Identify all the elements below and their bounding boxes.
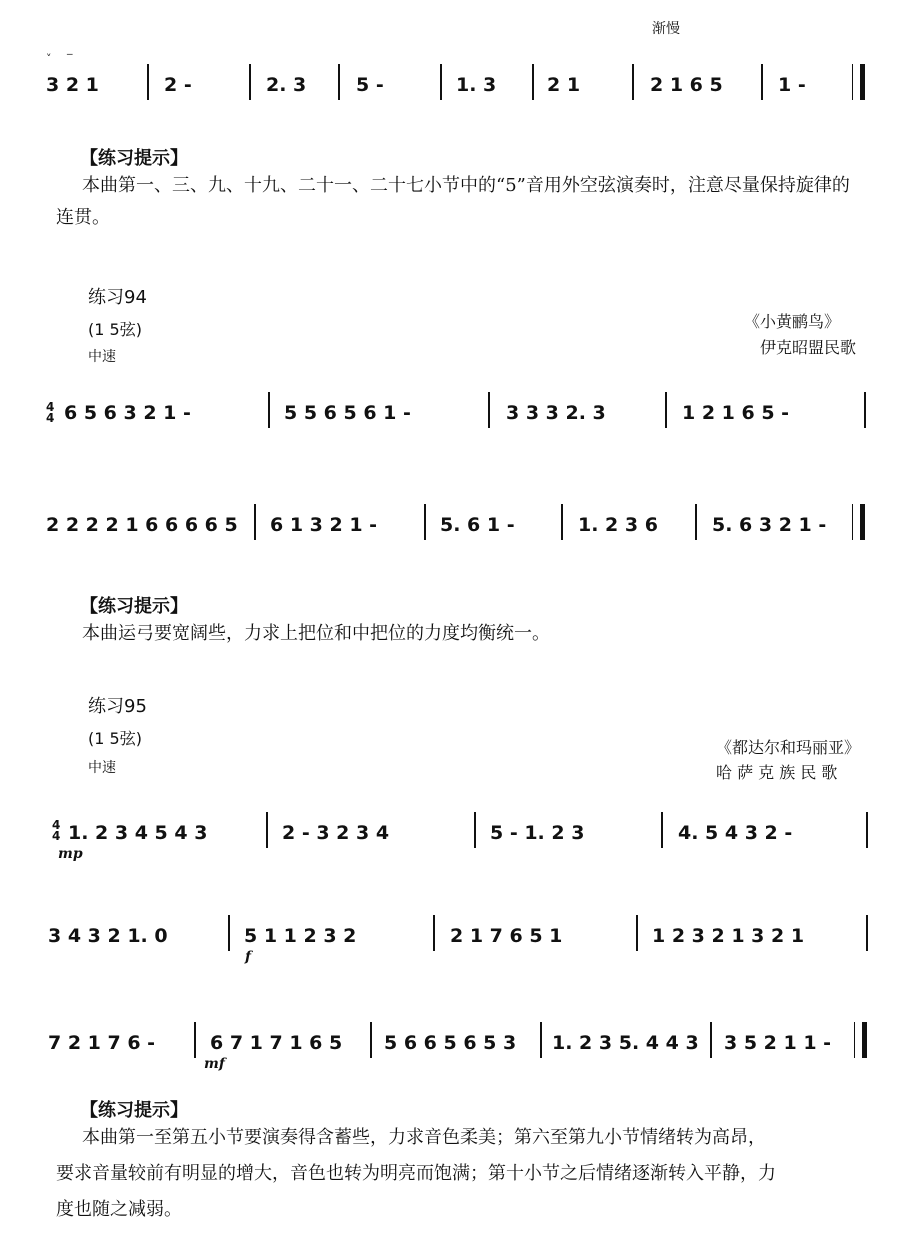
ex95-staff-line-3: [44, 1010, 872, 1070]
ex94-staff-line-1: [44, 380, 872, 440]
song-title: 《都达尔和玛丽亚》: [716, 738, 861, 757]
final-barline: [852, 504, 865, 540]
measure-2: 2 -: [164, 74, 192, 96]
measure-2: 2 - 3 2 3 4: [282, 822, 390, 844]
measure-1: 1. 2 3 4 5 4 3: [68, 822, 208, 844]
tip-text: 本曲第一、三、九、十九、二十一、二十七小节中的“5”音用外空弦演奏时，注意尽量保持旋律的连贯。: [56, 175, 850, 228]
measure-1: 6 5 6 3 2 1 -: [64, 402, 191, 424]
time-signature: 4 4: [52, 818, 61, 843]
tip-heading: 【练习提示】: [80, 596, 188, 617]
measure-10: 6 7 1 7 1 6 5: [210, 1032, 343, 1054]
measure-4: 1 2 1 6 5 -: [682, 402, 790, 424]
measure-3: 5 - 1. 2 3: [490, 822, 585, 844]
measure-2: 5 5 6 5 6 1 -: [284, 402, 411, 424]
measure-3: 3 3 3 2. 3: [506, 402, 606, 424]
dynamic-mp: mp: [58, 846, 83, 862]
measure-6: 5 1 1 2 3 2: [244, 925, 357, 947]
barline: [540, 1022, 542, 1058]
exercise-title: 练习95: [88, 696, 147, 717]
measure-9: 7 2 1 7 6 -: [48, 1032, 156, 1054]
barline: [254, 504, 256, 540]
barline: [228, 915, 230, 951]
final-barline: [854, 1022, 867, 1058]
measure-3: 2. 3: [266, 74, 307, 96]
barline: [424, 504, 426, 540]
measure-7: 2 1 6 5: [650, 74, 723, 96]
barline: [864, 392, 866, 428]
barline: [488, 392, 490, 428]
barline: [710, 1022, 712, 1058]
string-indication: (1 5弦): [88, 729, 142, 748]
barline: [636, 915, 638, 951]
barline: [661, 812, 663, 848]
tempo-mark: 中速: [88, 349, 116, 365]
barline: [440, 64, 442, 100]
dynamic-f: f: [245, 949, 252, 965]
tip-text-line-3: 度也随之减弱。: [56, 1199, 182, 1220]
measure-8: 1. 2 3 6: [578, 514, 658, 536]
tip-heading: 【练习提示】: [80, 148, 188, 169]
ex94-staff-line-2: [44, 492, 872, 552]
barline: [866, 812, 868, 848]
barline: [761, 64, 763, 100]
measure-6: 2 1: [547, 74, 581, 96]
measure-12: 1. 2 3 5. 4 4 3: [552, 1032, 699, 1054]
measure-7: 5. 6 1 -: [440, 514, 515, 536]
tip-text-line-1: 本曲第一至第五小节要演奏得含蓄些，力求音色柔美；第六至第九小节情绪转为高昂，: [82, 1127, 766, 1148]
measure-5: 3 4 3 2 1. 0: [48, 925, 168, 947]
barline: [532, 64, 534, 100]
barline: [433, 915, 435, 951]
tip-text-line-2: 要求音量较前有明显的增大，音色也转为明亮而饱满；第十小节之后情绪逐渐转入平静，力: [56, 1163, 776, 1184]
tempo-mark-gradual-slowing: 渐慢: [652, 21, 680, 37]
measure-8: 1 2 3 2 1 3 2 1: [652, 925, 805, 947]
measure-6: 6 1 3 2 1 -: [270, 514, 378, 536]
barline: [338, 64, 340, 100]
fingering-marks: ˅ ‾: [46, 52, 79, 65]
measure-4: 5 -: [356, 74, 384, 96]
barline: [194, 1022, 196, 1058]
measure-8: 1 -: [778, 74, 806, 96]
barline: [147, 64, 149, 100]
barline: [561, 504, 563, 540]
barline: [474, 812, 476, 848]
time-signature: 4 4: [46, 400, 55, 425]
measure-4: 4. 5 4 3 2 -: [678, 822, 793, 844]
measure-13: 3 5 2 1 1 -: [724, 1032, 832, 1054]
string-indication: (1 5弦): [88, 320, 142, 339]
barline: [866, 915, 868, 951]
barline: [695, 504, 697, 540]
top-staff: [44, 52, 872, 112]
exercise-title: 练习94: [88, 287, 147, 308]
ex95-staff-line-2: [44, 903, 872, 963]
measure-5: 2 2 2 2 1 6 6 6 6 5: [46, 514, 238, 536]
tempo-mark: 中速: [88, 760, 116, 776]
dynamic-mf: mf: [204, 1056, 225, 1072]
measure-1: 3 2 1: [46, 74, 99, 96]
measure-7: 2 1 7 6 5 1: [450, 925, 563, 947]
barline: [268, 392, 270, 428]
song-origin: 哈 萨 克 族 民 歌: [716, 763, 838, 782]
song-origin: 伊克昭盟民歌: [760, 338, 857, 357]
tip-text: 本曲运弓要宽阔些，力求上把位和中把位的力度均衡统一。: [82, 623, 550, 644]
tip-heading: 【练习提示】: [80, 1100, 188, 1121]
barline: [266, 812, 268, 848]
song-title: 《小黄鹂鸟》: [744, 312, 841, 331]
barline: [665, 392, 667, 428]
final-barline: [852, 64, 865, 100]
barline: [249, 64, 251, 100]
barline: [632, 64, 634, 100]
measure-9: 5. 6 3 2 1 -: [712, 514, 827, 536]
measure-5: 1. 3: [456, 74, 497, 96]
barline: [370, 1022, 372, 1058]
ex95-staff-line-1: [44, 800, 872, 860]
measure-11: 5 6 6 5 6 5 3: [384, 1032, 517, 1054]
